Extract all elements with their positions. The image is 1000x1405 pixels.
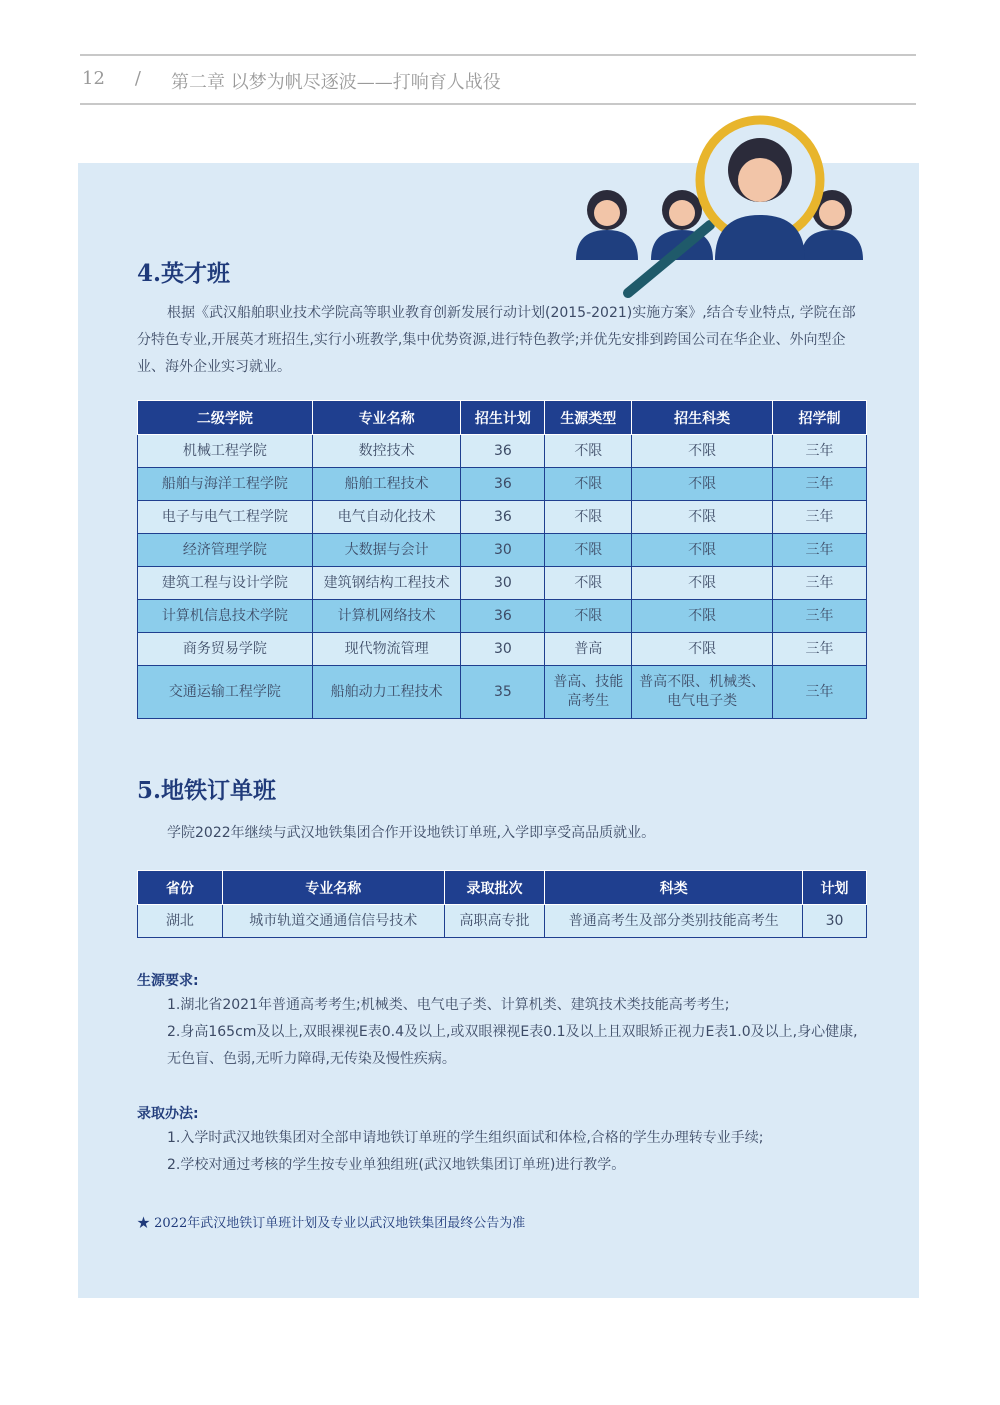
table-cell: 不限	[632, 468, 773, 501]
column-header: 录取批次	[444, 871, 545, 905]
table-cell: 高职高专批	[444, 905, 545, 938]
table-cell: 不限	[632, 633, 773, 666]
column-header: 科类	[545, 871, 803, 905]
table-cell: 普通高考生及部分类别技能高考生	[545, 905, 803, 938]
table-row	[138, 501, 867, 534]
table-cell: 不限	[545, 567, 632, 600]
table-cell: 不限	[545, 534, 632, 567]
header-separator: /	[134, 68, 141, 89]
table-cell: 商务贸易学院	[138, 633, 313, 666]
requirement-item: 2.身高165cm及以上,双眼裸视E表0.4及以上,或双眼裸视E表0.1及以上且双眼矫正视力E表1.0及以上,身心健康,无色盲、色弱,无听力障碍,无传染及慢性疾病。	[167, 1024, 858, 1067]
table-cell: 30	[803, 905, 867, 938]
metro-class-description: 学院2022年继续与武汉地铁集团合作开设地铁订单班,入学即享受高品质就业。	[167, 825, 656, 841]
table-cell: 30	[461, 534, 545, 567]
table-cell: 不限	[632, 435, 773, 468]
table-cell: 三年	[773, 633, 867, 666]
table-cell: 船舶动力工程技术	[312, 666, 461, 719]
header-rule-top	[80, 54, 916, 56]
footnote: ★ 2022年武汉地铁订单班计划及专业以武汉地铁集团最终公告为准	[137, 1216, 526, 1231]
table-cell: 三年	[773, 501, 867, 534]
table-cell: 不限	[632, 501, 773, 534]
table-cell: 湖北	[138, 905, 223, 938]
page-number: 12	[82, 68, 105, 89]
table-cell: 30	[461, 633, 545, 666]
table-cell: 机械工程学院	[138, 435, 313, 468]
admission-item: 1.入学时武汉地铁集团对全部申请地铁订单班的学生组织面试和体检,合格的学生办理转专业手续;	[167, 1130, 764, 1146]
column-header: 省份	[138, 871, 223, 905]
table-cell: 不限	[545, 435, 632, 468]
column-header: 招生科类	[632, 401, 773, 435]
requirements-heading: 生源要求:	[137, 973, 199, 989]
table-cell: 三年	[773, 567, 867, 600]
table-cell: 不限	[545, 501, 632, 534]
table-cell: 船舶工程技术	[312, 468, 461, 501]
metro-class-table	[137, 870, 867, 938]
table-cell: 三年	[773, 468, 867, 501]
table-cell: 不限	[632, 567, 773, 600]
table-cell: 36	[461, 468, 545, 501]
section-title-elite-class: 4.英才班	[137, 260, 231, 287]
table-cell: 三年	[773, 435, 867, 468]
table-row	[138, 633, 867, 666]
table-cell: 三年	[773, 600, 867, 633]
admission-heading: 录取办法:	[137, 1106, 199, 1122]
table-cell: 30	[461, 567, 545, 600]
table-cell: 36	[461, 435, 545, 468]
table-cell: 大数据与会计	[312, 534, 461, 567]
elite-class-description: 根据《武汉船舶职业技术学院高等职业教育创新发展行动计划(2015-2021)实施方案》,结合专业特点, 学院在部分特色专业,开展英才班招生,实行小班教学,集中优势资源,进行特色教学;并优先安排到跨国公司在华企业、外向型企业、海外企业实习就业。	[137, 305, 856, 375]
admission-item: 2.学校对通过考核的学生按专业单独组班(武汉地铁集团订单班)进行教学。	[167, 1157, 626, 1173]
table-row	[138, 600, 867, 633]
table-cell: 36	[461, 600, 545, 633]
running-header	[82, 68, 501, 94]
table-cell: 普高	[545, 633, 632, 666]
table-cell: 建筑工程与设计学院	[138, 567, 313, 600]
column-header: 招学制	[773, 401, 867, 435]
table-cell: 计算机网络技术	[312, 600, 461, 633]
elite-class-table	[137, 400, 867, 719]
table-row	[138, 666, 867, 719]
table-cell: 三年	[773, 666, 867, 719]
column-header: 生源类型	[545, 401, 632, 435]
table-cell: 普高不限、机械类、电气电子类	[632, 666, 773, 719]
table-row	[138, 468, 867, 501]
table-cell: 经济管理学院	[138, 534, 313, 567]
table-row	[138, 905, 867, 938]
table-row	[138, 567, 867, 600]
table-cell: 不限	[545, 600, 632, 633]
table-cell: 建筑钢结构工程技术	[312, 567, 461, 600]
table-row	[138, 534, 867, 567]
table-cell: 城市轨道交通通信信号技术	[222, 905, 444, 938]
table-cell: 现代物流管理	[312, 633, 461, 666]
table-cell: 三年	[773, 534, 867, 567]
column-header: 专业名称	[312, 401, 461, 435]
table-cell: 36	[461, 501, 545, 534]
table-cell: 普高、技能高考生	[545, 666, 632, 719]
table-cell: 船舶与海洋工程学院	[138, 468, 313, 501]
section-title-metro-class: 5.地铁订单班	[137, 777, 277, 804]
table-cell: 不限	[545, 468, 632, 501]
column-header: 二级学院	[138, 401, 313, 435]
header-rule-bottom	[80, 103, 916, 105]
table-cell: 35	[461, 666, 545, 719]
chapter-title: 第二章 以梦为帆尽逐波——打响育人战役	[170, 72, 501, 93]
column-header: 招生计划	[461, 401, 545, 435]
recruitment-illustration	[570, 110, 870, 300]
table-cell: 不限	[632, 600, 773, 633]
table-cell: 计算机信息技术学院	[138, 600, 313, 633]
table-cell: 交通运输工程学院	[138, 666, 313, 719]
column-header: 计划	[803, 871, 867, 905]
table-row	[138, 435, 867, 468]
requirement-item: 1.湖北省2021年普通高考考生;机械类、电气电子类、计算机类、建筑技术类技能高考考生;	[167, 997, 730, 1013]
column-header: 专业名称	[222, 871, 444, 905]
table-cell: 电气自动化技术	[312, 501, 461, 534]
table-cell: 数控技术	[312, 435, 461, 468]
table-cell: 电子与电气工程学院	[138, 501, 313, 534]
table-cell: 不限	[632, 534, 773, 567]
